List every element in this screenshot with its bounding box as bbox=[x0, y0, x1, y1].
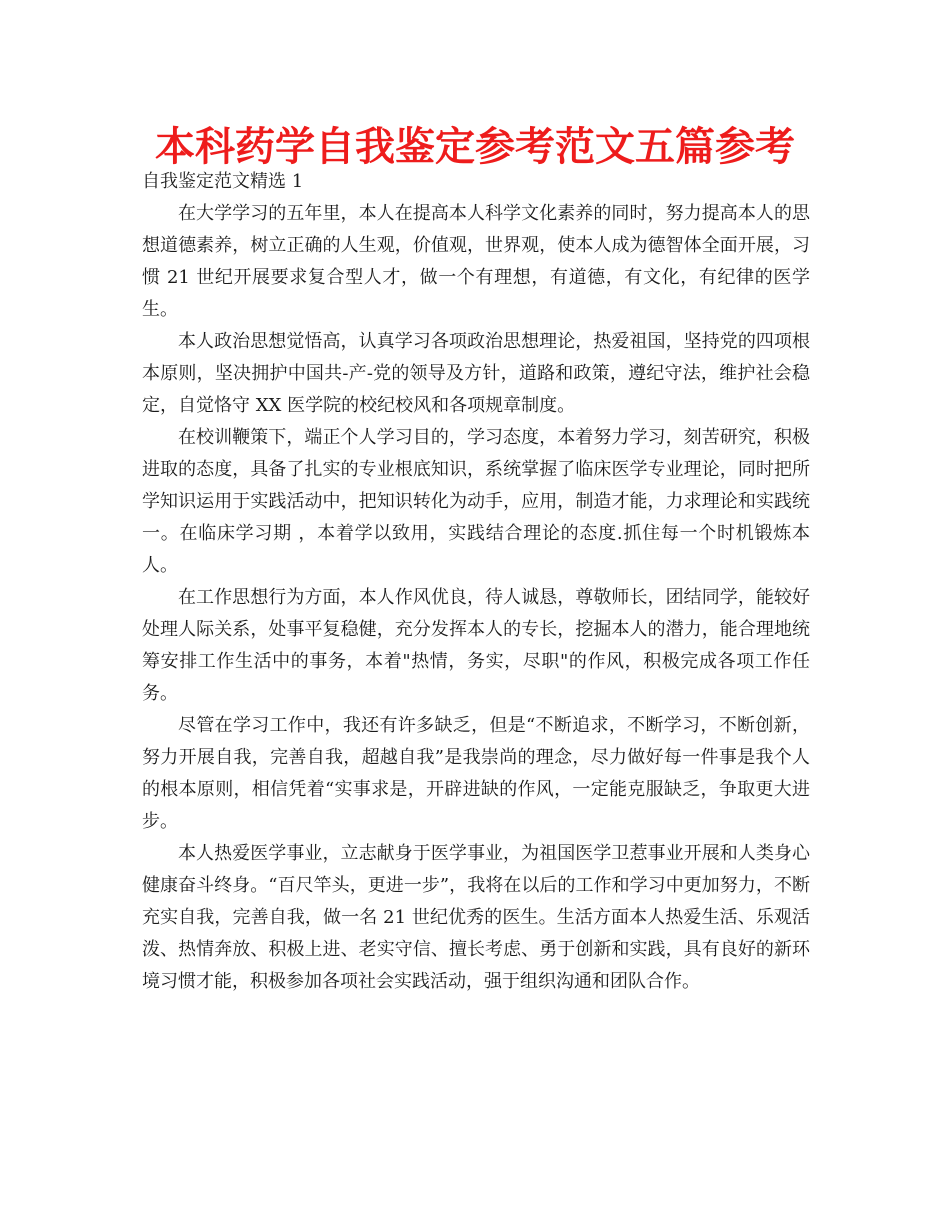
document-title: 本科药学自我鉴定参考范文五篇参考 bbox=[155, 124, 795, 170]
paragraph-6: 本人热爱医学事业，立志献身于医学事业，为祖国医学卫惹事业开展和人类身心健康奋斗终身。“百尺竿头，更进一步”，我将在以后的工作和学习中更加努力，不断充实自我，完善自我，做一名 21 世纪优秀的医生。生活方面本人热爱生活、乐观活泼、热情奔放、积极上进、老实守信、擅长考虑、勇于创新和实践，具有良好的新环境习惯才能，积极参加各项社会实践活动，强于组织沟通和团队合作。 bbox=[142, 843, 810, 992]
paragraph-1: 在大学学习的五年里，本人在提高本人科学文化素养的同时，努力提高本人的思想道德素养，树立正确的人生观，价值观，世界观，使本人成为德智体全面开展，习惯 21 世纪开展要求复合型人才，做一个有理想，有道德，有文化，有纪律的医学生。 bbox=[142, 203, 810, 320]
document-body bbox=[142, 166, 810, 998]
paragraph-5: 尽管在学习工作中，我还有许多缺乏，但是“不断追求，不断学习，不断创新，努力开展自我，完善自我，超越自我”是我崇尚的理念，尽力做好每一件事是我个人的根本原则，相信凭着“实事求是，开辟进缺的作风，一定能克服缺乏，争取更大进步。 bbox=[142, 715, 810, 832]
paragraph-4: 在工作思想行为方面，本人作风优良，待人诚恳，尊敬师长，团结同学，能较好处理人际关系，处事平复稳健，充分发挥本人的专长，挖掘本人的潜力，能合理地统筹安排工作生活中的事务，本着"热情，务实，尽职"的作风，积极完成各项工作任务。 bbox=[142, 587, 810, 704]
section-subheading: 自我鉴定范文精选 1 bbox=[142, 171, 304, 192]
paragraph-3: 在校训鞭策下，端正个人学习目的，学习态度，本着努力学习，刻苦研究，积极进取的态度，具备了扎实的专业根底知识，系统掌握了临床医学专业理论，同时把所学知识运用于实践活动中，把知识转化为动手，应用，制造才能，力求理论和实践统一。在临床学习期 ，本着学以致用，实践结合理论的态度.抓住每一个时机锻炼本人。 bbox=[142, 427, 810, 576]
paragraph-2: 本人政治思想觉悟高，认真学习各项政治思想理论，热爱祖国，坚持党的四项根本原则，坚决拥护中国共-产-党的领导及方针，道路和政策，遵纪守法，维护社会稳定，自觉恪守 XX 医学院的校纪校风和各项规章制度。 bbox=[142, 331, 810, 416]
